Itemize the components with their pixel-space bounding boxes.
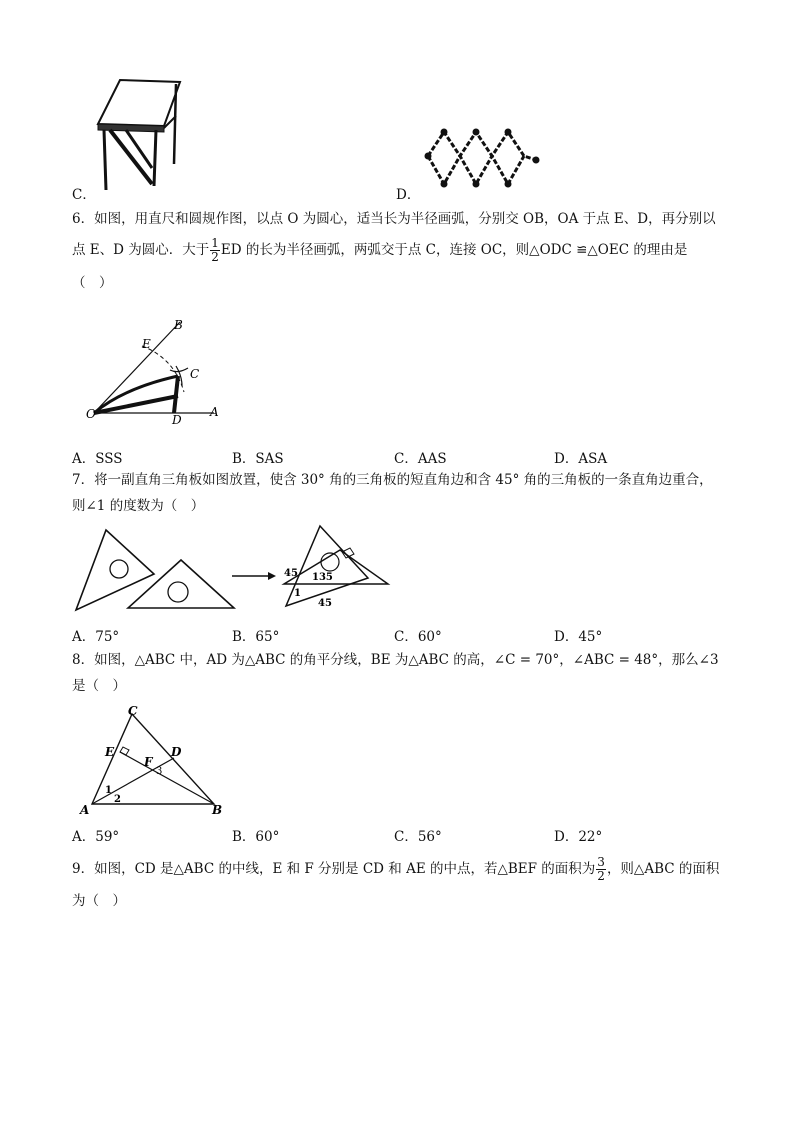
q8-label-1: 1	[105, 785, 112, 796]
q6-label-o: O	[86, 407, 96, 421]
q8-label-d: D	[171, 745, 182, 759]
q8-option-d[interactable]: D．22°	[554, 829, 603, 845]
q6-option-a[interactable]: A．SSS	[72, 451, 123, 467]
q9-fraction-denominator: 2	[597, 869, 605, 883]
q8-text-line-1: 8．如图，△ABC 中，AD 为△ABC 的角平分线，BE 为△ABC 的高，∠C = 70°，∠ABC = 48°，那么∠3	[72, 652, 719, 668]
q5-option-c-label[interactable]: C．	[72, 187, 96, 203]
q7-option-b[interactable]: B．65°	[232, 629, 280, 645]
q7-option-a[interactable]: A．75°	[72, 629, 120, 645]
q7-text-line-1: 7．将一副直角三角板如图放置，使含 30° 角的三角板的短直角边和含 45° 角的三角板的一条直角边重合，	[72, 472, 713, 488]
q8-label-f: F	[144, 755, 153, 769]
q8-label-3: 3	[156, 766, 163, 777]
q9-text-line-1	[72, 856, 719, 883]
q6-text-line-3: （ ）	[72, 275, 113, 291]
q7-label-45-bottom: 45	[318, 598, 332, 609]
q8-label-a: A	[80, 803, 90, 817]
q6-option-b[interactable]: B．SAS	[232, 451, 284, 467]
q8-label-2: 2	[114, 794, 121, 805]
q6-text-line-2a: 点 E、D 为圆心．大于	[72, 242, 210, 258]
q6-option-c[interactable]: C．AAS	[394, 451, 447, 467]
q6-label-d: D	[172, 413, 182, 427]
q6-label-a: A	[210, 405, 219, 419]
q9-text-line-1a: 9．如图，CD 是△ABC 的中线，E 和 F 分别是 CD 和 AE 的中点，若△BEF 的面积为	[72, 861, 596, 877]
q5-option-d-figure	[424, 126, 540, 192]
q6-label-c: C	[190, 367, 200, 381]
q7-option-d[interactable]: D．45°	[554, 629, 603, 645]
q9-fraction-numerator: 3	[597, 855, 605, 869]
q9-text-line-1b: ，则△ABC 的面积	[606, 861, 720, 877]
q6-fraction-denominator: 2	[211, 250, 219, 264]
q6-text-line-2	[72, 237, 687, 264]
q6-text-line-2b: ED 的长为半径画弧，两弧交于点 C，连接 OC，则△ODC ≌△OEC 的理由是	[220, 242, 688, 258]
q7-option-c[interactable]: C．60°	[394, 629, 442, 645]
q8-label-b: B	[212, 803, 223, 817]
q6-fraction-numerator: 1	[211, 236, 219, 250]
q7-text-line-2: 则∠1 的度数为（ ）	[72, 498, 205, 514]
q5-option-c-figure	[92, 76, 188, 194]
q6-label-e: E	[142, 337, 151, 351]
q7-label-1: 1	[294, 588, 301, 599]
q6-label-b: B	[174, 318, 183, 332]
q6-fraction	[210, 237, 220, 264]
q6-option-d[interactable]: D．ASA	[554, 451, 608, 467]
q9-text-line-2: 为（ ）	[72, 893, 126, 909]
q6-figure	[84, 318, 224, 430]
q5-option-d-label[interactable]: D．	[396, 187, 421, 203]
q8-option-a[interactable]: A．59°	[72, 829, 120, 845]
q8-figure	[76, 700, 236, 820]
q8-option-b[interactable]: B．60°	[232, 829, 280, 845]
q7-label-135: 135	[312, 572, 333, 583]
q7-figure	[72, 522, 392, 616]
q6-text-line-1: 6．如图，用直尺和圆规作图，以点 O 为圆心，适当长为半径画弧，分别交 OB，OA 于点 E、D，再分别以	[72, 211, 716, 227]
q8-text-line-2: 是（ ）	[72, 678, 126, 694]
q7-label-45-top: 45	[284, 568, 298, 579]
q8-option-c[interactable]: C．56°	[394, 829, 442, 845]
q9-fraction	[596, 856, 606, 883]
q8-label-c: C	[128, 704, 138, 718]
q8-label-e: E	[105, 745, 115, 759]
